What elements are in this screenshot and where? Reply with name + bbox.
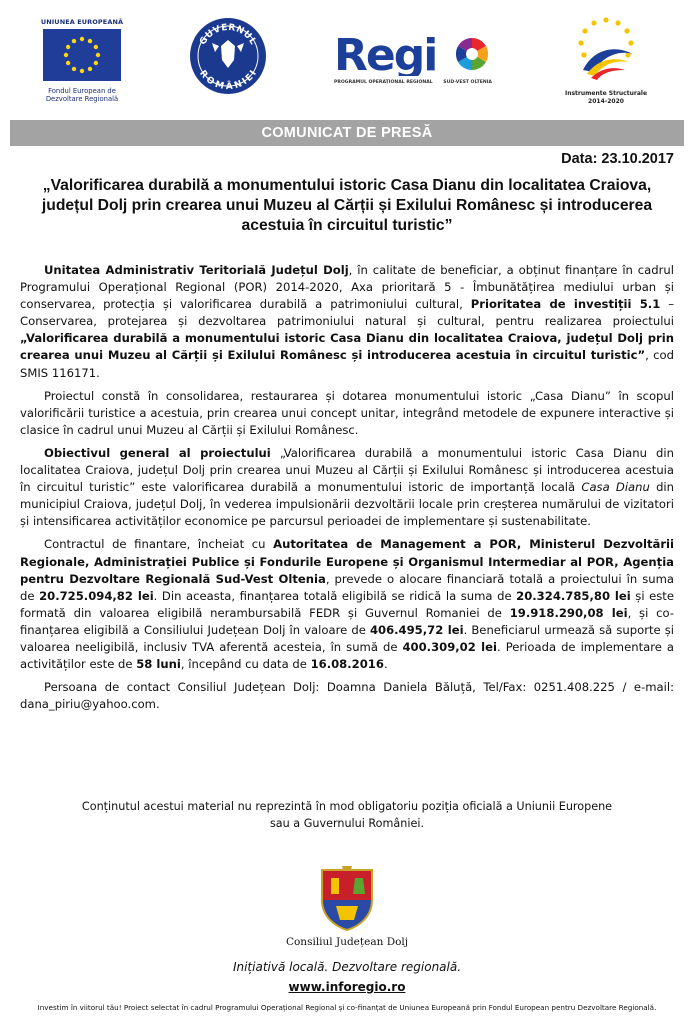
regio-subtitle: PROGRAMUL OPERAȚIONAL REGIONAL SUD-VEST OLTENIA — [334, 80, 492, 85]
svg-text:GUVERNUL: GUVERNUL — [198, 22, 258, 47]
eu-logo — [38, 18, 126, 103]
release-date: Data: 23.10.2017 — [561, 151, 674, 167]
project-title: „Valorificarea durabilă a monumentului istoric Casa Dianu din localitatea Craiova, județul Dolj prin crearea unui Muzeu al Cărții și Exilului Românesc și introducerea acestuia în circuitul turistic” — [41, 177, 653, 234]
structural-instruments-logo — [556, 14, 656, 110]
logo-header — [0, 10, 694, 110]
paragraph-contact: Persoana de contact Consiliul Județean Dolj: Doamna Daniela Băluță, Tel/Fax: 0251.408.225 / e-mail: dana_piriu@yahoo.com. — [20, 680, 674, 712]
crest-caption: Consiliul Județean Dolj — [285, 936, 409, 948]
regio-logo — [334, 30, 494, 90]
regio-wordmark-icon — [334, 30, 494, 76]
press-release-banner: COMUNICAT DE PRESĂ — [10, 120, 684, 146]
website-link[interactable]: www.inforegio.ro — [288, 980, 406, 994]
svg-text:Regi: Regi — [334, 30, 437, 76]
government-seal-icon — [188, 16, 268, 96]
eu-flag-icon — [43, 29, 121, 81]
press-release-body — [20, 262, 674, 719]
paragraph-contract: Contractul de finantare, încheiat cu Autoritatea de Management a POR, Ministerul Dezvoltării Regionale, Administrației Publice și Fondurile Europene și Organismul Intermediar al POR, Agenția pentru Dezvoltare Regională Sud-Vest Oltenia, prevede o alocare financiară totală a proiectului în suma de 20.725.094,82 lei. Din aceasta, finanțarea totală eligibilă se ridică la suma de 20.324.785,80 lei și este formată din valoarea eligibilă nerambursabilă FEDR și Guvernul Romaniei de 19.918.290,08 lei, și co-finanțarea eligibilă a Consiliului Județean Dolj în valoare de 406.495,72 lei. Beneficiarul urmează să suporte și valoarea neeligibilă, inclusiv TVA aferentă acesteia, în sumă de 400.309,02 lei. Perioada de implementare a activităților este de 58 luni, începând cu data de 16.08.2016. — [20, 537, 675, 672]
structural-instruments-icon — [569, 14, 643, 86]
footer-note: Investim în viitorul tău! Proiect selectat în cadrul Programului Operațional Regional și co-finanțat de Uniunea Europeană prin Fondul European pentru Dezvoltare Regională. — [37, 1003, 657, 1012]
paragraph-beneficiary: Unitatea Administrativ Teritorială Județul Dolj, în calitate de beneficiar, a obținut finanțare în cadrul Programului Operațional Regional (POR) 2014-2020, Axa prioritară 5 - Îmbunătățirea mediului urban și conservarea, protecția și valorificarea durabilă a patrimoniului cultural, Prioritatea de investiții 5.1 – Conservarea, protejarea și dezvoltarea patrimoniului natural și cultural, pentru realizarea proiectului „Valorificarea durabilă a monumentului istoric Casa Dianu din localitatea Craiova, județul Dolj prin crearea unui Muzeu al Cărții și Exilului Românesc și introducerea acestuia în circuitul turistic”, cod SMIS 116171. — [20, 263, 674, 380]
dolj-coat-of-arms-icon — [318, 866, 376, 932]
structural-instruments-caption: Instrumente Structurale 2014-2020 — [564, 90, 648, 105]
slogan: Inițiativă locală. Dezvoltare regională. — [232, 960, 462, 974]
eu-caption-top: UNIUNEA EUROPEANĂ — [40, 18, 124, 26]
paragraph-objective: Obiectivul general al proiectului „Valorificarea durabilă a monumentului istoric Casa Dianu din localitatea Craiova, județul Dolj prin crearea unui Muzeu al Cărții și Exilului Românesc și introducerea acestuia în circuitul turistic” este valorificarea durabilă a monumentului istoric de importanță locală Casa Dianu din municipiul Craiova, județul Dolj, în vederea impulsionării dezvoltării locale prin creșterea numărului de vizitatori și intensificarea activităților economice pe parcursul perioadei de implementare și sustenabilitate. — [20, 445, 674, 529]
paragraph-project: Proiectul constă în consolidarea, restaurarea și dotarea monumentului istoric „Casa Dianu” în scopul valorificării turistice a acestuia, prin crearea unui concept unitar, integrând metodele de expunere interactive și clasice în cadrul unui Muzeu al Cărții și Exilului Românesc. — [20, 388, 674, 437]
eu-disclaimer: Conținutul acestui material nu reprezintă în mod obligatoriu poziția oficială a Uniunii Europene sau a Guvernului României. — [81, 800, 613, 830]
svg-text:ROMÂNIEI: ROMÂNIEI — [197, 68, 260, 93]
eu-caption-bottom: Fondul European de Dezvoltare Regională — [45, 87, 119, 103]
